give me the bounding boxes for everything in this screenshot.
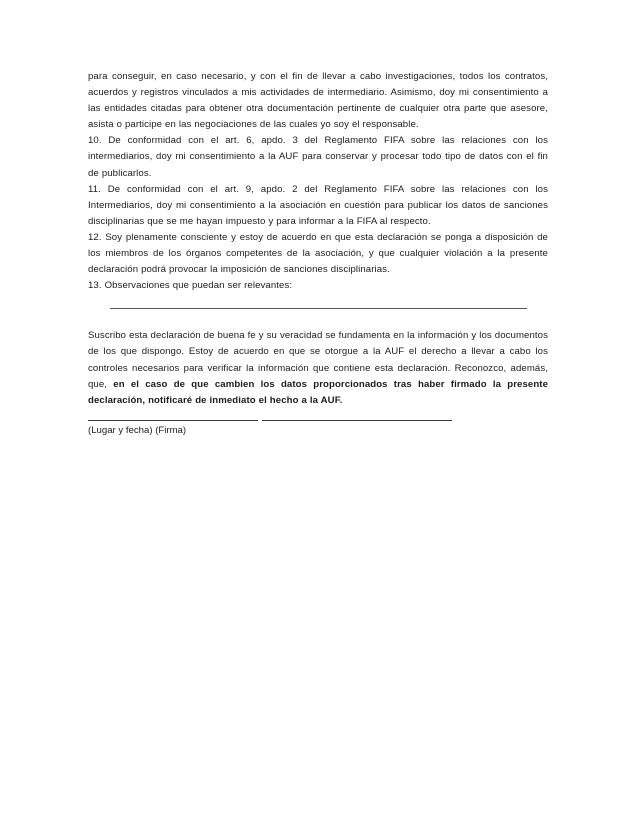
clause-item-10: 10. De conformidad con el art. 6, apdo. 3 del Reglamento FIFA sobre las relaciones con los intermediarios, doy mi consentimiento a la AUF para conservar y procesar todo tipo de datos con el fin de publicarlos. (88, 135, 548, 179)
signature-rule-group (88, 420, 548, 421)
signature-caption-label: (Lugar y fecha) (Firma) (88, 424, 187, 436)
observations-write-in-rule[interactable] (110, 308, 527, 309)
document-body (88, 69, 548, 438)
clause-item-13-observations-label: 13. Observaciones que puedan ser relevantes: (88, 280, 293, 292)
closing-text-regular: Suscribo esta declaración de buena fe y su veracidad se fundamenta en la información y los documentos de los que dispongo. Estoy de acuerdo en que se otorgue a la AUF el derecho a llevar a cabo los controles necesarios para verificar la información que contiene esta declaración. Reconozco, además, que, (88, 330, 548, 390)
paragraph-continued-from-previous-page: para conseguir, en caso necesario, y con el fin de llevar a cabo investigaciones, todos los contratos, acuerdos y registros vinculados a mis actividades de intermediario. Asimismo, doy mi consentimiento a las entidades citadas para obtener otra documentación pertinente de cualquier otra parte que asesore, asista o participe en las negociaciones de las cuales yo soy el responsable. (88, 71, 548, 131)
clause-item-12: 12. Soy plenamente consciente y estoy de acuerdo en que esta declaración se ponga a disposición de los miembros de los órganos competentes de la asociación, y que cualquier violación a la presente declaración podrá provocar la imposición de sanciones disciplinarias. (88, 231, 548, 276)
closing-text-emphasis: en el caso de que cambien los datos proporcionados tras haber firmado la presente declaración, notificaré de inmediato el hecho a la AUF. (88, 378, 548, 406)
clause-item-11: 11. De conformidad con el art. 9, apdo. 2 del Reglamento FIFA sobre las relaciones con los Intermediarios, doy mi consentimiento a la asociación en cuestión para publicar los datos de sanciones disciplinarias que se me hayan impuesto y para informar a la FIFA al respecto. (88, 183, 548, 227)
place-and-date-signature-rule[interactable] (88, 420, 258, 421)
signature-rule[interactable] (262, 420, 452, 421)
closing-declaration-paragraph (88, 328, 548, 408)
